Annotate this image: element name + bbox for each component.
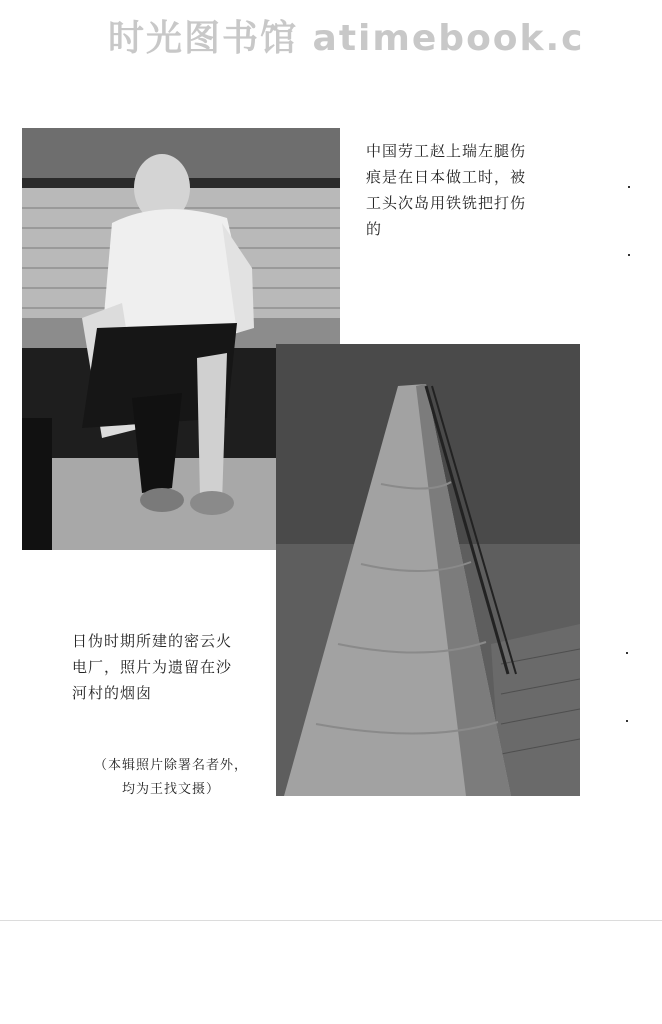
photo-chimney	[276, 344, 580, 796]
caption-line: 河村的烟囱	[72, 684, 153, 702]
caption-chimney-photo	[72, 628, 262, 706]
scan-speck	[628, 254, 630, 256]
watermark-text: 时光图书馆 atimebook.c	[108, 18, 585, 59]
caption-line: 工头次岛用铁铣把打伤	[366, 194, 527, 212]
caption-line: 的	[366, 220, 383, 238]
caption-line: 日伪时期所建的密云火	[72, 632, 233, 650]
photo-credit	[66, 754, 276, 802]
credit-line: 均为王找文摄）	[121, 782, 220, 797]
caption-worker-photo	[366, 138, 556, 242]
page-bottom-rule	[0, 920, 662, 921]
caption-line: 电厂，照片为遗留在沙	[72, 658, 233, 676]
scan-speck	[626, 652, 628, 654]
caption-line: 中国劳工赵上瑞左腿伤	[366, 142, 527, 160]
caption-line: 痕是在日本做工时，被	[366, 168, 527, 186]
scan-speck	[626, 720, 628, 722]
scan-speck	[628, 186, 630, 188]
credit-line: （本辑照片除署名者外，	[93, 758, 248, 773]
